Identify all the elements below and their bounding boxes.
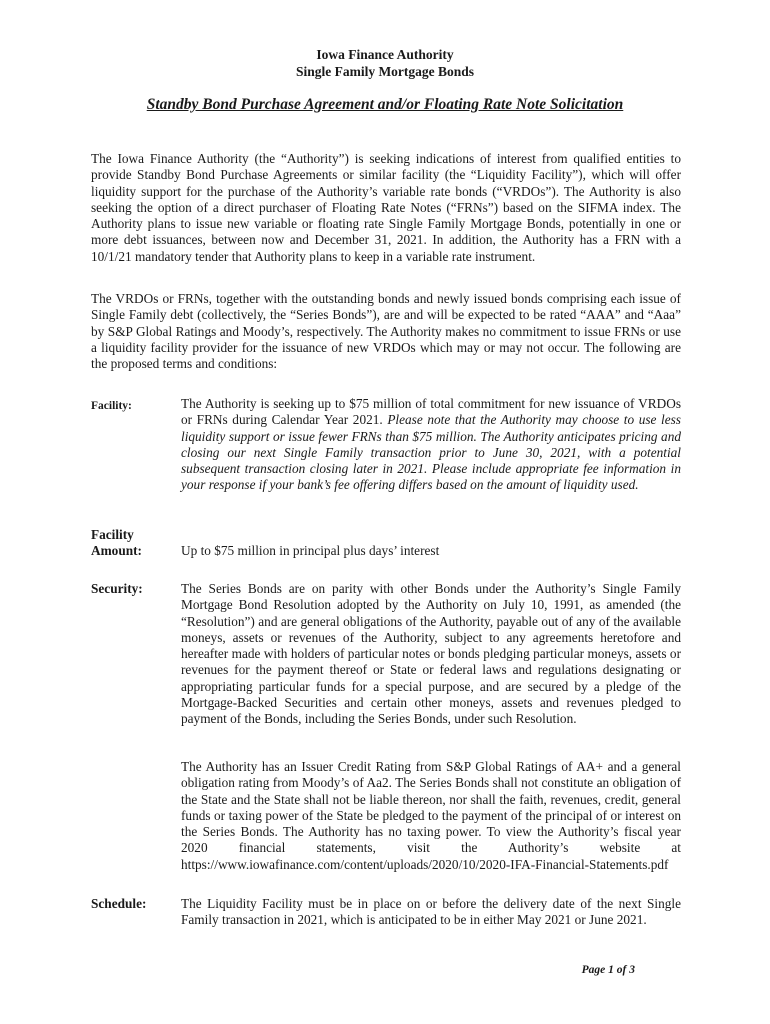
intro-paragraph-2: The VRDOs or FRNs, together with the outstanding bonds and newly issued bonds comprising each issue of Single Family debt (collectively, the “Series Bonds”), are and will be expected to be rated “AAA” and “Aaa” by S&P Global Ratings and Moody’s, respectively. The Authority makes no commitment to issue FRNs or use a liquidity facility provider for the issuance of new VRDOs which may or may not occur. The following are the proposed terms and conditions: [91,291,681,372]
bond-program: Single Family Mortgage Bonds [295,64,475,79]
facility-label: Facility: [91,400,132,412]
security-text-2: The Authority has an Issuer Credit Rating from S&P Global Ratings of AA+ and a general obligation rating from Moody’s of Aa2. The Series Bonds shall not constitute an obligation of the State and the State shall not be liable thereon, nor shall the faith, revenues, credit, general funds or taxing power of the State be pledged to the payment of the principal of or interest on the Series Bonds. The Authority has no taxing power. To view the Authority’s fiscal year 2020 financial statements, visit the Authority’s website at https://www.iowafinance.com/content/uploads/2020/10/2020-IFA-Financial-Statements.pdf [181,759,681,872]
facility-amount-label-line2: Amount: [91,543,142,559]
facility-amount-label-line1: Facility [91,527,134,542]
issuer-name: Iowa Finance Authority [316,47,454,62]
facility-note: Please note that the Authority may choose to use less liquidity support or issue fewer FRNs than $75 million. The Authority anticipates pricing and closing our next Single Family transaction prior to June 30, 2021, with a potential subsequent transaction closing later in 2021. Please include appropriate fee information in your response if your bank’s fee offering differs based on the amount of liquidity used. [181,412,681,493]
document-title: Standby Bond Purchase Agreement and/or Floating Rate Note Solicitation [146,96,624,113]
schedule-label: Schedule: [91,896,147,911]
page-number: Page 1 of 3 [581,964,635,976]
facility-main-text: The Authority is seeking up to $75 million of total commitment for new issuance of VRDOs or FRNs during Calendar Year 2021. [181,396,681,428]
security-text-1: The Series Bonds are on parity with other Bonds under the Authority’s Single Family Mortgage Bond Resolution adopted by the Authority on July 10, 1991, as amended (the “Resolution”) and are general obligations of the Authority, payable out of any of the available moneys, assets or revenues of the Authority, subject to any agreements heretofore and hereafter made with holders of particular notes or bonds pledging particular moneys, assets or revenues for the payment thereof or State or federal laws and regulations designating or appropriating particular funds for a special purpose, and are secured by a pledge of the Mortgage-Backed Securities and certain other moneys, assets and revenues pledged to payment of the Bonds, including the Series Bonds, under such Resolution. [181,581,681,727]
schedule-text: The Liquidity Facility must be in place on or before the delivery date of the next Single Family transaction in 2021, which is anticipated to be in either May 2021 or June 2021. [181,896,681,928]
intro-paragraph-1: The Iowa Finance Authority (the “Authority”) is seeking indications of interest from qualified entities to provide Standby Bond Purchase Agreements or similar facility (the “Liquidity Facility”), which will offer liquidity support for the purchase of the Authority’s variable rate bonds (“VRDOs”). The Authority is also seeking the option of a direct purchaser of Floating Rate Notes (“FRNs”) based on the SIFMA index. The Authority plans to issue new variable or floating rate Single Family Mortgage Bonds, potentially in one or more debt issuances, between now and December 31, 2021. In addition, the Authority has a FRN with a 10/1/21 mandatory tender that Authority plans to keep in a variable rate instrument. [91,151,681,264]
facility-amount-label [91,527,142,560]
document-header [0,46,770,80]
security-label: Security: [91,581,143,596]
facility-amount-text: Up to $75 million in principal plus days’ interest [181,543,440,558]
facility-text [181,396,681,494]
